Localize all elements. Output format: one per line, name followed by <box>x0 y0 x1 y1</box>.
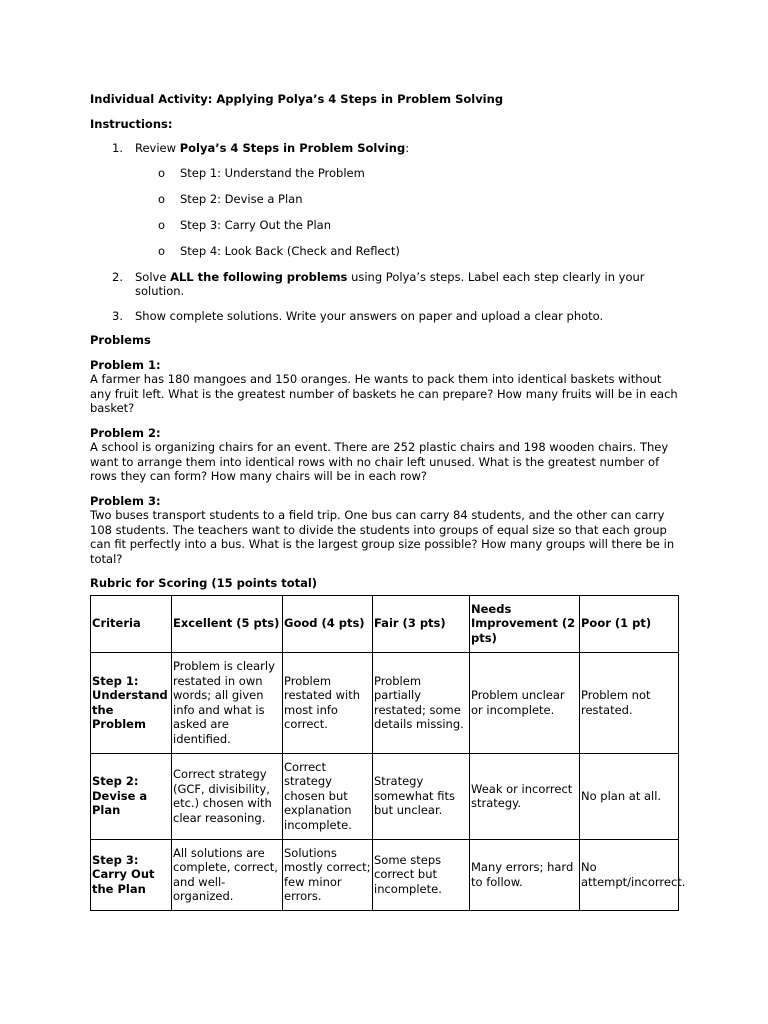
table-cell: Correct strategy chosen but explanation incomplete. <box>283 753 373 839</box>
instruction-text: Review <box>135 141 180 155</box>
instruction-text: : <box>405 141 410 155</box>
instruction-text: using Polya’s steps. Label each step clearly in your solution. <box>135 269 645 298</box>
step-text: Step 3: Carry Out the Plan <box>180 217 331 232</box>
problem-label: Problem 3: <box>90 493 161 508</box>
instructions-list-continued <box>90 270 678 324</box>
column-header: Excellent (5 pts) <box>172 595 283 652</box>
column-header: Needs Improvement (2 pts) <box>470 595 580 652</box>
instructions-heading: Instructions: <box>90 116 173 131</box>
list-item <box>90 218 678 244</box>
instruction-item-1 <box>90 141 678 156</box>
table-row <box>91 839 679 910</box>
list-item <box>90 192 678 218</box>
table-cell: Weak or incorrect strategy. <box>470 753 580 839</box>
criteria-cell: Step 2: Devise a Plan <box>91 753 172 839</box>
list-number: 1. <box>112 141 123 155</box>
column-header: Criteria <box>91 595 172 652</box>
rubric-heading: Rubric for Scoring (15 points total) <box>90 576 318 590</box>
bullet-icon: o <box>158 191 166 206</box>
problem-1 <box>90 358 678 416</box>
instruction-bold-text: Polya’s 4 Steps in Problem Solving <box>179 141 406 155</box>
problem-3 <box>90 494 678 567</box>
table-cell: Correct strategy (GCF, divisibility, etc.) chosen with clear reasoning. <box>172 753 283 839</box>
step-text: Step 1: Understand the Problem <box>180 165 365 180</box>
list-item <box>90 166 678 192</box>
table-cell: No attempt/incorrect. <box>580 839 679 910</box>
column-header: Good (4 pts) <box>283 595 373 652</box>
table-cell: Strategy somewhat fits but unclear. <box>373 753 470 839</box>
polya-steps-list <box>90 166 678 270</box>
step-text: Step 4: Look Back (Check and Reflect) <box>180 243 400 258</box>
list-item <box>90 244 678 270</box>
table-header-row <box>91 595 679 652</box>
problem-2 <box>90 426 678 484</box>
bullet-icon: o <box>158 243 166 258</box>
table-cell: Solutions mostly correct; few minor errors. <box>283 839 373 910</box>
instruction-text: Show complete solutions. Write your answers on paper and upload a clear photo. <box>135 308 604 323</box>
column-header: Poor (1 pt) <box>580 595 679 652</box>
instruction-bold-text: ALL the following problems <box>170 269 348 284</box>
criteria-cell: Step 1: Understand the Problem <box>91 652 172 753</box>
document-title: Individual Activity: Applying Polya’s 4 Steps in Problem Solving <box>90 92 504 106</box>
table-cell: Many errors; hard to follow. <box>470 839 580 910</box>
table-cell: Some steps correct but incomplete. <box>373 839 470 910</box>
table-cell: Problem not restated. <box>580 652 679 753</box>
instruction-item-2 <box>90 270 678 299</box>
document-page <box>90 92 686 911</box>
instruction-item-3 <box>90 309 678 324</box>
problem-label: Problem 1: <box>90 357 161 372</box>
table-cell: Problem partially restated; some details missing. <box>373 652 470 753</box>
table-cell: Problem unclear or incomplete. <box>470 652 580 753</box>
column-header: Fair (3 pts) <box>373 595 470 652</box>
instruction-text: Solve <box>135 269 171 284</box>
problem-text: A farmer has 180 mangoes and 150 oranges. He wants to pack them into identical baskets without any fruit left. What is the greatest number of baskets he can prepare? How many fruits will be in each basket? <box>90 372 678 415</box>
rubric-table <box>90 595 686 911</box>
problem-text: A school is organizing chairs for an event. There are 252 plastic chairs and 198 wooden chairs. They want to arrange them into identical rows with no chair left unused. What is the greatest number of rows they can form? How many chairs will be in each row? <box>90 440 669 483</box>
bullet-icon: o <box>158 165 166 180</box>
table-row <box>91 652 679 753</box>
step-text: Step 2: Devise a Plan <box>180 191 303 206</box>
table-cell: All solutions are complete, correct, and well-organized. <box>172 839 283 910</box>
table-row <box>91 753 679 839</box>
criteria-cell: Step 3: Carry Out the Plan <box>91 839 172 910</box>
bullet-icon: o <box>158 217 166 232</box>
instructions-list <box>90 141 678 156</box>
table-cell: Problem restated with most info correct. <box>283 652 373 753</box>
problem-text: Two buses transport students to a field trip. One bus can carry 84 students, and the other can carry 108 students. The teachers want to divide the students into groups of equal size so that each group can fit perfectly into a bus. What is the largest group size possible? How many groups will there be in total? <box>90 508 675 566</box>
table-cell: Problem is clearly restated in own words; all given info and what is asked are identified. <box>172 652 283 753</box>
problems-heading: Problems <box>90 333 151 347</box>
table-cell: No plan at all. <box>580 753 679 839</box>
problem-label: Problem 2: <box>90 425 161 440</box>
list-number: 2. <box>112 269 123 284</box>
list-number: 3. <box>112 308 123 323</box>
